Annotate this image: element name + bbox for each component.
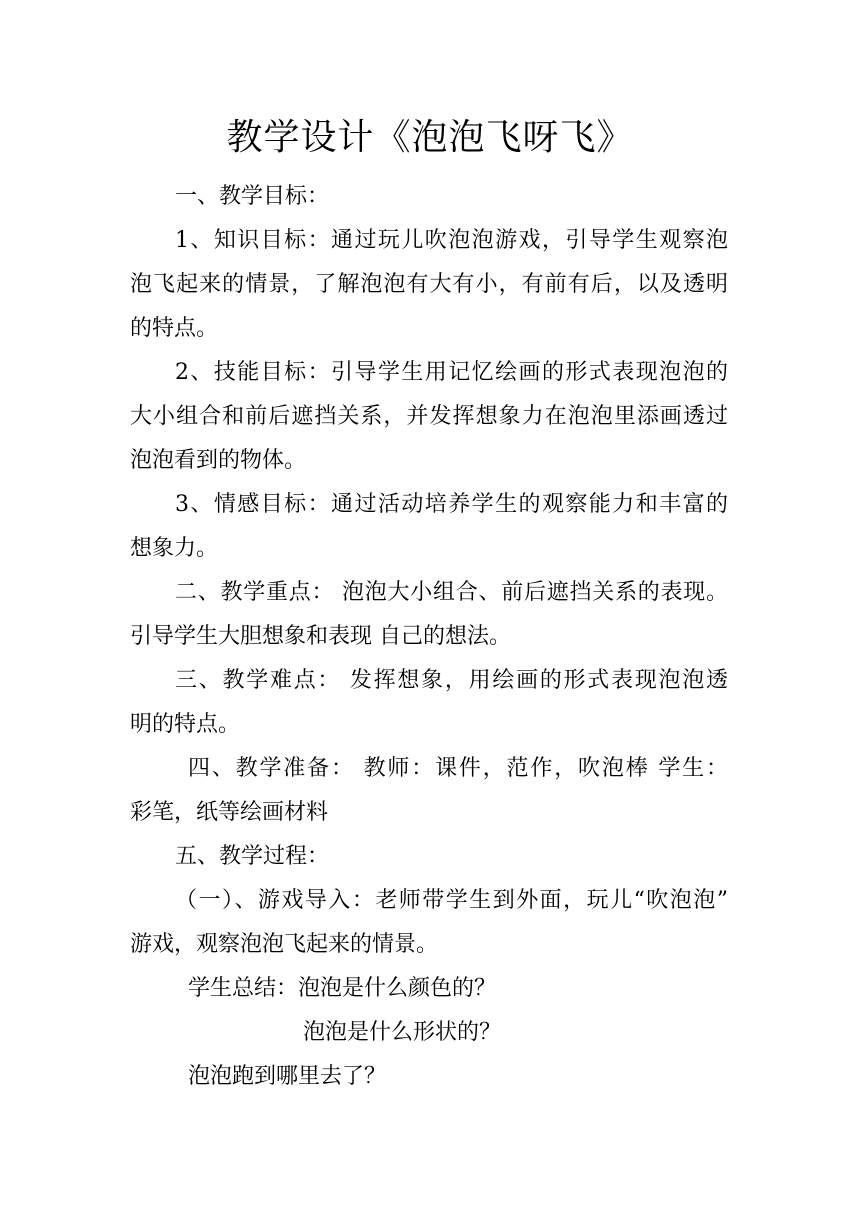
paragraph-line: 的特点。 [130,316,219,341]
section-heading-difficulties: 三、教学难点： 发挥想象，用绘画的形式表现泡泡透 [175,668,728,693]
question-line: 学生总结：泡泡是什么颜色的？ [188,976,497,1001]
paragraph-line: 3、情感目标：通过活动培养学生的观察能力和丰富的 [175,492,728,517]
question-line: 泡泡是什么形状的？ [303,1020,502,1045]
paragraph-line: 引导学生大胆想象和表现 自己的想法。 [130,624,511,649]
paragraph-line: 游戏，观察泡泡飞起来的情景。 [130,932,439,957]
paragraph-line: 泡飞起来的情景，了解泡泡有大有小，有前有后，以及透明 [130,272,728,297]
paragraph-line: 明的特点。 [130,712,241,737]
section-heading-key-points: 二、教学重点： 泡泡大小组合、前后遮挡关系的表现。 [175,580,728,605]
section-heading-preparation: 四、教学准备： 教师：课件，范作，吹泡棒 学生： [188,756,728,781]
paragraph-line: 想象力。 [130,536,219,561]
document-title: 教学设计《泡泡飞呀飞》 [226,117,634,158]
paragraph-line: （一）、游戏导入：老师带学生到外面，玩儿“吹泡泡” [175,888,728,913]
paragraph-line: 大小组合和前后遮挡关系，并发挥想象力在泡泡里添画透过 [130,404,728,429]
question-line: 泡泡跑到哪里去了？ [188,1064,387,1089]
paragraph-line: 泡泡看到的物体。 [130,448,307,473]
paragraph-line: 2、技能目标：引导学生用记忆绘画的形式表现泡泡的 [175,360,728,385]
paragraph-line: 彩笔，纸等绘画材料 [130,800,329,825]
section-heading-process: 五、教学过程： [175,844,330,869]
paragraph-line: 1、知识目标：通过玩儿吹泡泡游戏，引导学生观察泡 [175,228,728,253]
section-heading-objectives: 一、教学目标： [175,184,330,209]
